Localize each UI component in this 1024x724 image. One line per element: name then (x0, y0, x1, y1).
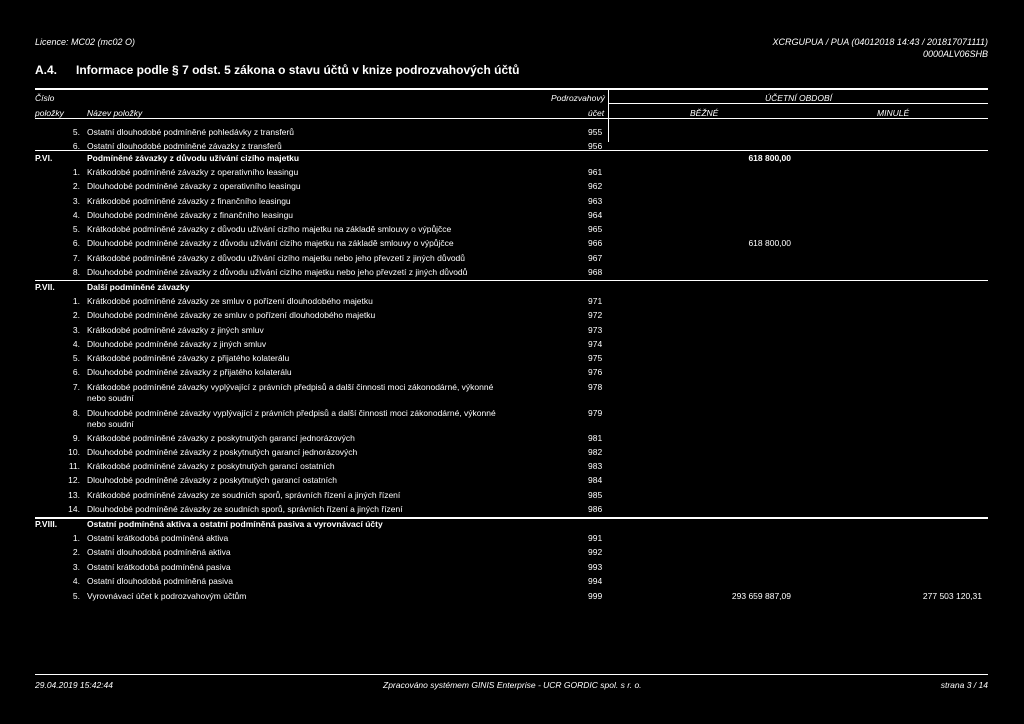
row-account-code: 956 (588, 141, 603, 151)
row-number: 2. (72, 310, 80, 320)
row-account-code: 979 (588, 408, 603, 418)
row-number: 2. (72, 181, 80, 191)
row-account-code: 978 (588, 382, 603, 392)
row-label: Dlouhodobé podmíněné závazky z operativního leasingu (87, 181, 301, 191)
row-number: 5. (72, 353, 80, 363)
row-label: Dlouhodobé podmíněné závazky z poskytnutých garancí ostatních (87, 475, 337, 485)
row-number: 12. (68, 475, 80, 485)
row-account-code: 961 (588, 167, 603, 177)
row-number: 5. (72, 224, 80, 234)
row-account-code: 965 (588, 224, 603, 234)
row-label: Ostatní dlouhodobá podmíněná pasiva (87, 576, 234, 586)
row-number: 9. (72, 433, 80, 443)
row-number: 1. (72, 296, 80, 306)
header-top-rule (35, 88, 988, 90)
row-label: Dlouhodobé podmíněné závazky z důvodu užívání cizího majetku na základě smlouvy o výpůjčce (87, 238, 454, 248)
row-current-value: 293 659 887,09 (731, 591, 791, 601)
row-account-code: 971 (588, 296, 603, 306)
row-number: 6. (72, 141, 80, 151)
row-label: Krátkodobé podmíněné závazky z poskytnutých garancí ostatních (87, 461, 335, 471)
col-polozky: položky (35, 108, 64, 118)
row-label: Ostatní podmíněná aktiva a ostatní podmíněná pasiva a vyrovnávací účty (87, 519, 383, 529)
row-label: Krátkodobé podmíněné závazky z operativního leasingu (87, 167, 299, 177)
row-account-code: 964 (588, 210, 603, 220)
row-number: P.VIII. (35, 519, 58, 529)
title-post: 7 odst. 5 zákona o stavu účtů v knize podrozvahových účtů (182, 63, 520, 77)
column-divider (608, 88, 609, 142)
footer-date: 29.04.2019 15:42:44 (35, 680, 113, 690)
col-nazev: Název položky (87, 108, 143, 118)
row-number: 4. (72, 210, 80, 220)
page-title (76, 63, 519, 77)
row-account-code: 968 (588, 267, 603, 277)
section-number: A.4. (35, 63, 58, 77)
row-current-value: 618 800,00 (748, 153, 791, 163)
row-label: Krátkodobé podmíněné závazky ze soudních sporů, správních řízení a jiných řízení (87, 490, 401, 500)
row-number: 6. (72, 238, 80, 248)
footer-system: Zpracováno systémem GINIS Enterprise - UCR GORDIC spol. s r. o. (383, 680, 642, 690)
row-number: 13. (68, 490, 80, 500)
row-label: Krátkodobé podmíněné závazky vyplývající z právních předpisů a další činnosti moci zákonodárné, výkonné (87, 382, 494, 392)
row-label: Krátkodobé podmíněné závazky z finančního leasingu (87, 196, 291, 206)
row-number: 6. (72, 367, 80, 377)
row-label: Ostatní krátkodobá podmíněná pasiva (87, 562, 231, 572)
row-label: Krátkodobé podmíněné závazky z důvodu užívání cizího majetku nebo jeho převzetí z jiných důvodů (87, 253, 466, 263)
row-label: Dlouhodobé podmíněné závazky ze smluv o pořízení dlouhodobého majetku (87, 310, 376, 320)
row-number: 8. (72, 267, 80, 277)
row-label: Další podmíněné závazky (87, 282, 190, 292)
row-label-continued: nebo soudní (87, 419, 134, 429)
row-label: Podmíněné závazky z důvodu užívání cizího majetku (87, 153, 300, 163)
footer-page: strana 3 / 14 (940, 680, 988, 690)
row-number: 5. (72, 591, 80, 601)
period-rule (608, 103, 988, 104)
row-label: Dlouhodobé podmíněné závazky vyplývající z právních předpisů a další činnosti moci zákonodárné, výkonné (87, 408, 496, 418)
row-account-code: 955 (588, 127, 603, 137)
row-label: Krátkodobé podmíněné závazky z přijatého kolaterálu (87, 353, 290, 363)
header-bottom-rule (35, 118, 988, 119)
col-ucetni-obdobi: ÚČETNÍ OBDOBÍ (765, 93, 833, 103)
row-account-code: 974 (588, 339, 603, 349)
row-account-code: 972 (588, 310, 603, 320)
row-account-code: 984 (588, 475, 603, 485)
row-number: 2. (72, 547, 80, 557)
row-number: 14. (68, 504, 80, 514)
row-number: P.VI. (35, 153, 53, 163)
row-account-code: 975 (588, 353, 603, 363)
title-pre: Informace podle (76, 63, 169, 77)
row-number: 7. (72, 382, 80, 392)
row-number: 10. (68, 447, 80, 457)
row-label: Krátkodobé podmíněné závazky z poskytnutých garancí jednorázových (87, 433, 355, 443)
row-number: 8. (72, 408, 80, 418)
col-cislo: Číslo (35, 93, 55, 103)
row-number: 3. (72, 562, 80, 572)
row-number: 7. (72, 253, 80, 263)
col-podrozvahovy: Podrozvahový (551, 93, 605, 103)
row-number: 1. (72, 533, 80, 543)
row-label: Ostatní dlouhodobé podmíněné pohledávky z transferů (87, 127, 294, 137)
row-account-code: 993 (588, 562, 603, 572)
row-account-code: 999 (588, 591, 603, 601)
row-label: Dlouhodobé podmíněné závazky z finančního leasingu (87, 210, 294, 220)
row-account-code: 985 (588, 490, 603, 500)
row-label: Krátkodobé podmíněné závazky z jiných smluv (87, 325, 264, 335)
licence-text: Licence: MC02 (mc02 O) (35, 37, 136, 47)
report-id: XCRGUPUA / PUA (04012018 14:43 / 201817071111) (772, 37, 988, 47)
row-number: 4. (72, 339, 80, 349)
row-number: 11. (68, 461, 80, 471)
row-label: Krátkodobé podmíněné závazky z důvodu užívání cizího majetku na základě smlouvy o výpůjčce (87, 224, 452, 234)
row-label: Ostatní krátkodobá podmíněná aktiva (87, 533, 229, 543)
row-account-code: 963 (588, 196, 603, 206)
row-account-code: 986 (588, 504, 603, 514)
paragraph-sign: § (172, 63, 179, 77)
footer-rule (35, 674, 988, 675)
row-account-code: 991 (588, 533, 603, 543)
col-ucet: účet (588, 108, 605, 118)
row-account-code: 967 (588, 253, 603, 263)
row-current-value: 618 800,00 (748, 238, 791, 248)
row-number: P.VII. (35, 282, 55, 292)
row-label: Dlouhodobé podmíněné závazky z přijatého kolaterálu (87, 367, 292, 377)
row-previous-value: 277 503 120,31 (922, 591, 982, 601)
row-number: 4. (72, 576, 80, 586)
row-label: Ostatní dlouhodobé podmíněné závazky z transferů (87, 141, 282, 151)
row-account-code: 983 (588, 461, 603, 471)
row-number: 5. (72, 127, 80, 137)
row-label: Dlouhodobé podmíněné závazky z jiných smluv (87, 339, 267, 349)
col-bezne: BĚŽNÉ (690, 108, 719, 118)
row-number: 3. (72, 325, 80, 335)
row-account-code: 992 (588, 547, 603, 557)
row-account-code: 973 (588, 325, 603, 335)
col-minule: MINULÉ (877, 108, 910, 118)
row-label: Vyrovnávací účet k podrozvahovým účtům (87, 591, 247, 601)
section-rule-pvii (35, 280, 988, 281)
row-account-code: 962 (588, 181, 603, 191)
row-number: 3. (72, 196, 80, 206)
row-label: Dlouhodobé podmíněné závazky z důvodu užívání cizího majetku nebo jeho převzetí z jiných důvodů (87, 267, 468, 277)
row-label: Dlouhodobé podmíněné závazky z poskytnutých garancí jednorázových (87, 447, 358, 457)
row-account-code: 981 (588, 433, 603, 443)
row-label: Krátkodobé podmíněné závazky ze smluv o pořízení dlouhodobého majetku (87, 296, 373, 306)
row-account-code: 994 (588, 576, 603, 586)
row-label-continued: nebo soudní (87, 393, 134, 403)
row-account-code: 982 (588, 447, 603, 457)
row-label: Dlouhodobé podmíněné závazky ze soudních sporů, správních řízení a jiných řízení (87, 504, 403, 514)
row-label: Ostatní dlouhodobá podmíněná aktiva (87, 547, 231, 557)
form-code: 0000ALV06SHB (922, 49, 988, 59)
row-account-code: 966 (588, 238, 603, 248)
row-account-code: 976 (588, 367, 603, 377)
row-number: 1. (72, 167, 80, 177)
